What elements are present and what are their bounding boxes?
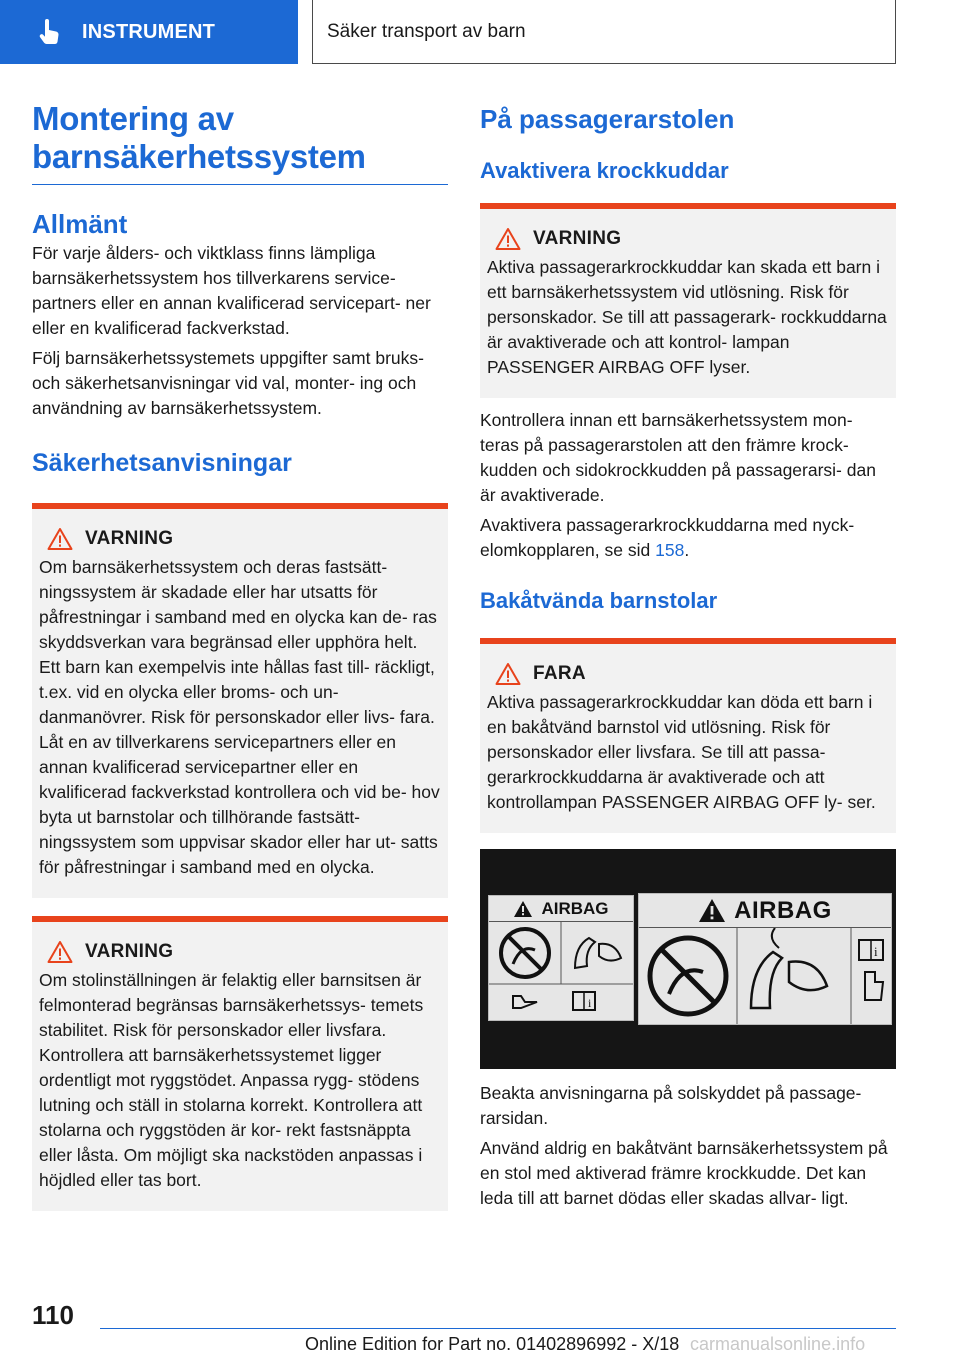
section-tab[interactable] [0, 0, 298, 64]
warning-triangle-icon [47, 527, 73, 551]
airbag-deploy-icon [575, 938, 595, 968]
pointing-hand-icon [513, 996, 537, 1008]
allmant-paragraph-2: Följ barnsäkerhetssystemets uppgifter samt bruks- och säkerhetsanvisningar vid val, monter- ing och användning av barnsäkerhetssystem. [32, 348, 424, 418]
avaktivera-paragraph-2-end: . [684, 540, 690, 560]
allmant-paragraph-1: För varje ålders- och viktklass finns lämpliga barnsäkerhetssystem hos tillverkarens service- partners eller en annan kvalificerad servicepart- ner eller en kvalificerad fackverkstad. [32, 243, 431, 338]
svg-text:i: i [588, 996, 592, 1010]
airbag-pictograms-large [639, 928, 891, 1024]
airbag-pictograms-small [489, 922, 633, 1020]
warning-box-3 [480, 203, 896, 398]
page-link-158[interactable]: 158 [655, 540, 685, 560]
danger-text: Aktiva passagerarkrockkuddar kan döda ett barn i en bakåtvänd barnstol vid utlösning. Risk för personskador eller livsfara. Se till att passa- gerarkrockkuddarna är avaktiverade och att kontrollampan PASSENGER AIRBAG OFF ly- ser. [487, 692, 876, 812]
heading-sakerhetsanvisningar: Säkerhetsanvisningar [32, 449, 292, 477]
breadcrumb-text: Säker transport av barn [327, 20, 526, 42]
svg-text:i: i [874, 944, 878, 959]
footer-watermark: carmanualsonline.info [690, 1334, 866, 1354]
heading-allmant: Allmänt [32, 209, 128, 239]
footer-divider [100, 1328, 896, 1329]
warning-title-3: VARNING [533, 228, 622, 249]
pointing-hand-icon [865, 972, 883, 1000]
bakat-paragraph-2: Använd aldrig en bakåtvänt barnsäkerhetssystem på en stol med aktiverad främre krockkudde. Det kan leda till att barnet dödas eller skadas allvar- ligt. [480, 1138, 888, 1208]
heading-bakatvanda: Bakåtvända barnstolar [480, 588, 718, 613]
left-column [32, 100, 448, 1211]
warning-title-2: VARNING [85, 941, 174, 962]
airbag-text-large: AIRBAG [734, 896, 832, 924]
warning-box-1 [32, 503, 448, 898]
airbag-label-image [480, 849, 896, 1069]
warning-triangle-icon [495, 227, 521, 251]
avaktivera-paragraph-2-text: Avaktivera passagerarkrockkuddarna med nyck- elomkopplaren, se sid [480, 515, 855, 560]
warning-text-3: Aktiva passagerarkrockkuddar kan skada ett barn i ett barnsäkerhetssystem vid utlösning. Risk för personskador. Se till att passagerark- rockkuddarna är avaktiverade och att kontrol- lampan PASSENGER AIRBAG OFF lyser. [487, 257, 887, 377]
airbag-text-small: AIRBAG [541, 898, 609, 918]
warning-box-2 [32, 916, 448, 1211]
footer-edition: Online Edition for Part no. 01402896992 - X/18 [305, 1334, 680, 1354]
page-title [32, 100, 448, 176]
page-number: 110 [32, 1300, 74, 1330]
section-label: INSTRUMENT [82, 20, 216, 43]
avaktivera-paragraph-2 [480, 513, 896, 563]
airbag-label-large [638, 893, 892, 1025]
right-column [480, 100, 896, 1211]
danger-title: FARA [533, 663, 586, 684]
danger-box [480, 638, 896, 833]
breadcrumb [312, 0, 896, 64]
warning-text-1: Om barnsäkerhetssystem och deras fastsätt- ningssystem är skadade eller har utsatts för påfrestningar i samband med en olycka kan de- ras skyddsverkan vara begränsad eller upphöra helt. Ett barn kan exempelvis inte hållas fast till- räckligt, t.ex. vid en olycka eller broms- och un- danmanövrer. Risk för personskador eller livs- fara. Låt en av tillverkarens servicepartners eller en annan kvalificerad servicepartner eller en kvalificerad fackverkstad kontrollera och vid be- hov byta ut barnstolar och tillhörande fastsätt- ningssystem som uppvisar skador eller har ut- satts för påfrestningar i samband med en olycka. [39, 557, 440, 877]
airbag-label-small [488, 895, 634, 1021]
warning-triangle-icon [513, 900, 533, 918]
avaktivera-paragraph-1: Kontrollera innan ett barnsäkerhetssystem mon- teras på passagerarstolen att den främre krock- kudden och sidokrockkudden på passagerarsi- dan är avaktiverade. [480, 410, 876, 505]
warning-triangle-icon [698, 898, 726, 923]
title-divider [32, 184, 448, 185]
heading-passagerarstolen: På passagerarstolen [480, 104, 735, 134]
airbag-deploy-icon [751, 952, 782, 1008]
bakat-paragraph-1: Beakta anvisningarna på solskyddet på passage- rarsidan. [480, 1083, 862, 1128]
page-title-line1: Montering av [32, 100, 234, 137]
warning-text-2: Om stolinställningen är felaktig eller barnsitsen är felmonterad begränsas barnsäkerhetssys- temets stabilitet. Risk för personskador eller livsfara. Kontrollera att barnsäkerhetssystemet ligger ordentligt mot ryggstödet. Anpassa rygg- stödens lutning och ställ in stolarna korrekt. Kontrollera att stolarna och ryggstöden är kor- rekt fastsnäppta eller låsta. Om möjligt ska nackstöden anpassas i höjdled eller tas bort. [39, 970, 424, 1190]
warning-triangle-icon [47, 940, 73, 964]
heading-avaktivera: Avaktivera krockkuddar [480, 158, 729, 183]
warning-triangle-icon [495, 662, 521, 686]
pointing-hand-icon [38, 19, 64, 45]
page-title-line2: barnsäkerhetssystem [32, 138, 366, 175]
warning-title-1: VARNING [85, 528, 174, 549]
